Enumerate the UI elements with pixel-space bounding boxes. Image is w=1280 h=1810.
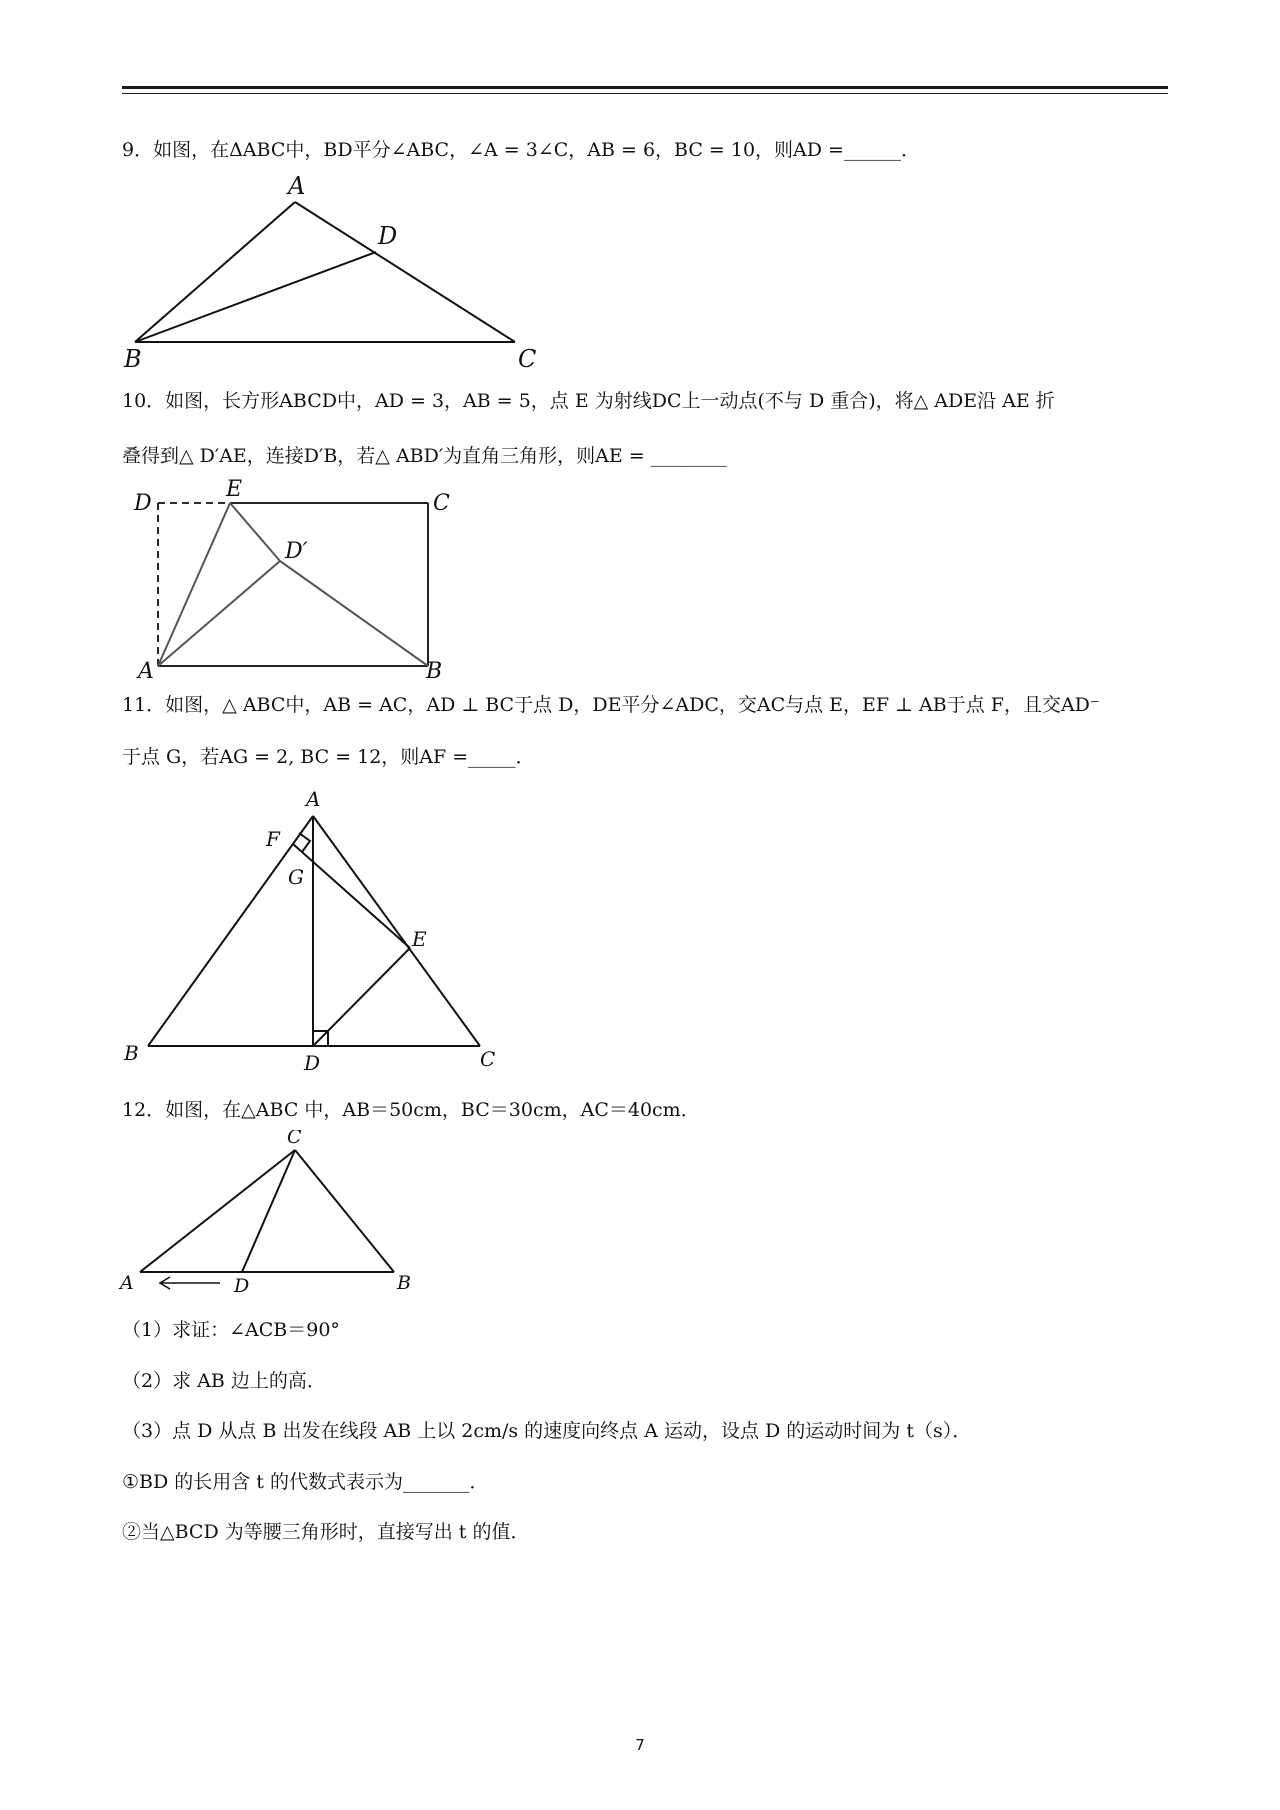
q12-figure [118, 1130, 428, 1300]
q9-label-A: A [288, 172, 306, 200]
q10-edge-DpB [280, 561, 428, 666]
header-rule-thick [122, 86, 1168, 89]
q9-text: 9．如图，在ΔABC中，BD平分∠ABC，∠A = 3∠C，AB = 6，BC = 10，则AD =______． [122, 139, 920, 161]
q11-right-angle-F [299, 833, 310, 852]
q11-label-A: A [306, 787, 321, 811]
q10-label-B: B [426, 659, 443, 683]
q12-sub3: （3）点 D 从点 B 出发在线段 AB 上以 2cm/s 的速度向终点 A 运动，设点 D 的运动时间为 t（s）． [122, 1420, 972, 1442]
q11-edge-BA [148, 816, 313, 1046]
q11-figure [120, 786, 510, 1076]
q11-line1: 11．如图，△ ABC中，AB = AC，AD ⊥ BC于点 D，DE平分∠ADC，交AC与点 E，EF ⊥ AB于点 F，且交AD⁻ [122, 694, 1100, 716]
q9-figure [120, 172, 550, 372]
q11-edge-AC [313, 816, 480, 1046]
q10-label-E: E [226, 478, 243, 502]
q11-label-C: C [480, 1047, 496, 1071]
q12-edge-CD [242, 1150, 295, 1272]
q12-text: 12．如图，在△ABC 中，AB＝50cm，BC＝30cm，AC＝40cm． [122, 1099, 700, 1121]
q9-edge-BD [135, 252, 376, 342]
q10-edge-AE [158, 503, 230, 666]
q10-label-A: A [138, 659, 154, 683]
q11-edge-FE [293, 844, 410, 948]
q10-edge-ADp [158, 561, 280, 666]
q9-label-B: B [124, 345, 142, 372]
q12-label-C: C [287, 1130, 302, 1148]
q11-label-B: B [124, 1041, 139, 1065]
q12-sub5: ②当△BCD 为等腰三角形时，直接写出 t 的值． [122, 1521, 530, 1543]
q10-label-D: D [134, 491, 152, 516]
q12-sub2: （2）求 AB 边上的高． [122, 1370, 326, 1392]
q12-edge-CB [295, 1150, 394, 1272]
q11-label-F: F [266, 827, 280, 851]
q10-figure [120, 478, 470, 683]
q11-line2: 于点 G，若AG = 2, BC = 12，则AF =_____． [122, 746, 535, 768]
q10-label-Dprime: D′ [285, 539, 308, 564]
q12-motion-arrow [160, 1277, 220, 1289]
page-number: 7 [635, 1736, 645, 1754]
q10-line1: 10．如图，长方形ABCD中，AD = 3，AB = 5，点 E 为射线DC上一动点(不与 D 重合)，将△ ADE沿 AE 折 [122, 390, 1055, 412]
q12-label-A: A [120, 1272, 134, 1294]
q9-label-C: C [518, 345, 537, 372]
q9-edge-BA [135, 202, 295, 342]
q11-label-G: G [288, 865, 304, 889]
header-rule-thin [122, 93, 1168, 94]
q10-edge-EDp [230, 503, 280, 561]
q12-sub4: ①BD 的长用含 t 的代数式表示为_______． [122, 1471, 489, 1493]
q12-label-B: B [397, 1272, 411, 1294]
q10-line2: 叠得到△ D′AE，连接D′B，若△ ABD′为直角三角形，则AE = ________ [122, 445, 727, 467]
q12-edge-AC [140, 1150, 295, 1272]
q9-label-D: D [378, 222, 398, 250]
q12-sub1: （1）求证：∠ACB＝90° [122, 1319, 340, 1341]
q11-label-E: E [412, 927, 427, 951]
q11-label-D: D [304, 1051, 321, 1075]
q10-label-C: C [433, 491, 450, 516]
q12-label-D: D [234, 1275, 250, 1297]
q9-edge-AC [295, 202, 515, 342]
